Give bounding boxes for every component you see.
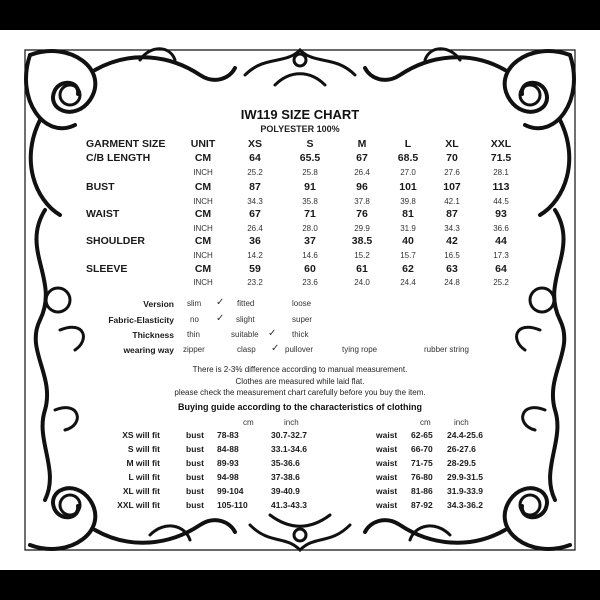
guide-bust-inch: 39-40.9: [271, 486, 300, 496]
value-cm: 91: [304, 181, 316, 193]
value-cm: 76: [356, 208, 368, 220]
value-inch: 28.0: [302, 224, 318, 233]
value-inch: 25.2: [493, 278, 509, 287]
header-unit: UNIT: [190, 138, 216, 150]
unit-cm: CM: [194, 235, 212, 247]
characteristic-option: suitable: [231, 330, 259, 339]
chart-title: IW119 SIZE CHART: [240, 107, 360, 122]
guide-bust-inch: 37-38.6: [271, 472, 300, 482]
value-inch: 36.6: [493, 224, 509, 233]
value-cm: 60: [304, 263, 316, 275]
header-size: XXL: [490, 138, 512, 150]
value-cm: 42: [446, 235, 458, 247]
value-cm: 107: [443, 181, 461, 193]
guide-waist-cm: 71-75: [411, 458, 433, 468]
guide-waist-label: waist: [376, 472, 398, 482]
value-cm: 67: [356, 152, 368, 164]
note-measurement-difference: There is 2-3% difference according to manual measurement.: [192, 365, 408, 374]
flourish-bottom-right: [365, 488, 570, 549]
row-label: SHOULDER: [86, 235, 145, 247]
value-cm: 101: [399, 181, 417, 193]
guide-waist-cm: 66-70: [411, 444, 433, 454]
characteristic-label: wearing way: [123, 345, 174, 355]
row-label: C/B LENGTH: [86, 152, 151, 164]
value-inch: 15.2: [354, 251, 370, 260]
unit-cm: CM: [194, 208, 212, 220]
note-check-chart: please check the measurement chart carefully before you buy the item.: [174, 388, 426, 397]
unit-inch: INCH: [193, 197, 213, 206]
header-size: L: [404, 138, 412, 150]
characteristic-option: zipper: [183, 345, 205, 354]
check-icon: ✓: [216, 313, 225, 324]
guide-waist-inch: 31.9-33.9: [447, 486, 483, 496]
value-inch: 44.5: [493, 197, 509, 206]
guide-bust-label: bust: [186, 472, 204, 482]
guide-bust-inch: 33.1-34.6: [271, 444, 307, 454]
characteristic-option: loose: [292, 299, 312, 308]
guide-waist-inch: 29.9-31.5: [447, 472, 483, 482]
value-inch: 29.9: [354, 224, 370, 233]
value-cm: 38.5: [351, 235, 373, 247]
guide-bust-label: bust: [186, 500, 204, 510]
value-cm: 40: [402, 235, 414, 247]
guide-bust-cm: 105-110: [217, 500, 248, 510]
unit-cm: CM: [194, 181, 212, 193]
value-inch: 39.8: [400, 197, 416, 206]
characteristic-option: super: [292, 315, 313, 324]
characteristic-option: thick: [292, 330, 309, 339]
flourish-top-center: [245, 50, 355, 85]
guide-waist-cm: 81-86: [411, 486, 433, 496]
value-inch: 26.4: [247, 224, 263, 233]
row-label: BUST: [86, 181, 115, 193]
value-inch: 28.1: [493, 168, 509, 177]
guide-bust-cm: 99-104: [217, 486, 244, 496]
value-cm: 44: [495, 235, 507, 247]
characteristic-option: pullover: [285, 345, 314, 354]
guide-bust-cm: 89-93: [217, 458, 239, 468]
unit-inch: INCH: [193, 251, 213, 260]
characteristic-option: slight: [236, 315, 255, 324]
characteristic-option: clasp: [237, 345, 256, 354]
guide-waist-cm: 62-65: [411, 430, 433, 440]
value-inch: 31.9: [400, 224, 416, 233]
value-cm: 93: [495, 208, 507, 220]
value-cm: 61: [356, 263, 368, 275]
flourish-bottom-center: [250, 515, 350, 550]
guide-bust-inch: 35-36.6: [271, 458, 300, 468]
guide-size-label: XS will fit: [122, 430, 160, 440]
guide-waist-inch: 34.3-36.2: [447, 500, 483, 510]
value-inch: 24.4: [400, 278, 416, 287]
guide-bust-cm: 78-83: [217, 430, 239, 440]
characteristic-label: Thickness: [132, 330, 174, 340]
guide-header-cm: cm: [243, 418, 254, 427]
guide-waist-cm: 76-80: [411, 472, 433, 482]
value-inch: 35.8: [302, 197, 318, 206]
check-icon: ✓: [268, 328, 277, 339]
value-inch: 17.3: [493, 251, 509, 260]
buying-guide-title: Buying guide according to the characteristics of clothing: [177, 402, 423, 412]
check-icon: ✓: [271, 343, 280, 354]
value-cm: 63: [446, 263, 458, 275]
value-inch: 24.8: [444, 278, 460, 287]
check-icon: ✓: [216, 297, 225, 308]
characteristic-option: rubber string: [424, 345, 469, 354]
guide-bust-inch: 41.3-43.3: [271, 500, 307, 510]
guide-waist-inch: 26-27.6: [447, 444, 476, 454]
value-cm: 67: [249, 208, 261, 220]
value-cm: 87: [446, 208, 458, 220]
header-size: M: [357, 138, 367, 150]
value-cm: 81: [402, 208, 414, 220]
guide-bust-label: bust: [186, 430, 204, 440]
size-chart-page: [0, 30, 600, 570]
value-cm: 64: [495, 263, 507, 275]
value-inch: 23.2: [247, 278, 263, 287]
unit-inch: INCH: [193, 168, 213, 177]
value-inch: 25.2: [247, 168, 263, 177]
value-inch: 25.8: [302, 168, 318, 177]
header-size: S: [306, 138, 314, 150]
guide-size-label: S will fit: [127, 444, 160, 454]
guide-size-label: XL will fit: [122, 486, 160, 496]
value-inch: 27.6: [444, 168, 460, 177]
guide-waist-cm: 87-92: [411, 500, 433, 510]
value-cm: 68.5: [397, 152, 419, 164]
guide-waist-label: waist: [376, 500, 398, 510]
guide-waist-label: waist: [376, 444, 398, 454]
value-cm: 70: [446, 152, 458, 164]
guide-waist-label: waist: [376, 458, 398, 468]
value-inch: 14.2: [247, 251, 263, 260]
value-cm: 71.5: [490, 152, 512, 164]
guide-size-label: L will fit: [128, 472, 160, 482]
header-size: XL: [445, 138, 459, 150]
characteristic-option: slim: [187, 299, 202, 308]
flourish-left: [36, 210, 84, 500]
guide-header-inch: inch: [284, 418, 299, 427]
value-inch: 23.6: [302, 278, 318, 287]
value-cm: 71: [304, 208, 316, 220]
value-inch: 27.0: [400, 168, 416, 177]
unit-inch: INCH: [193, 278, 213, 287]
header-size: XS: [247, 138, 263, 150]
material-label: POLYESTER 100%: [260, 124, 340, 134]
guide-bust-label: bust: [186, 486, 204, 496]
value-cm: 65.5: [299, 152, 321, 164]
guide-waist-label: waist: [376, 486, 398, 496]
guide-size-label: XXL will fit: [117, 500, 160, 510]
header-garment-size: GARMENT SIZE: [86, 138, 166, 150]
unit-cm: CM: [194, 263, 212, 275]
value-cm: 62: [402, 263, 414, 275]
guide-header-inch: inch: [454, 418, 469, 427]
flourish-right: [517, 210, 565, 500]
guide-bust-label: bust: [186, 458, 204, 468]
value-cm: 113: [492, 181, 510, 193]
note-laid-flat: Clothes are measured while laid flat.: [235, 377, 365, 386]
value-inch: 34.3: [444, 224, 460, 233]
guide-bust-cm: 84-88: [217, 444, 239, 454]
guide-bust-label: bust: [186, 444, 204, 454]
row-label: WAIST: [86, 208, 120, 220]
value-cm: 59: [249, 263, 261, 275]
guide-waist-inch: 28-29.5: [447, 458, 476, 468]
guide-bust-inch: 30.7-32.7: [271, 430, 307, 440]
value-cm: 36: [249, 235, 261, 247]
value-inch: 26.4: [354, 168, 370, 177]
guide-size-label: M will fit: [126, 458, 160, 468]
characteristic-label: Version: [143, 299, 174, 309]
value-inch: 42.1: [444, 197, 460, 206]
value-inch: 37.8: [354, 197, 370, 206]
guide-waist-inch: 24.4-25.6: [447, 430, 483, 440]
characteristic-option: tying rope: [342, 345, 378, 354]
value-inch: 34.3: [247, 197, 263, 206]
characteristic-option: no: [190, 315, 199, 324]
guide-bust-cm: 94-98: [217, 472, 239, 482]
value-cm: 64: [249, 152, 261, 164]
characteristic-label: Fabric-Elasticity: [108, 315, 174, 325]
value-cm: 37: [304, 235, 316, 247]
characteristic-option: fitted: [237, 299, 255, 308]
characteristic-option: thin: [187, 330, 200, 339]
guide-header-cm: cm: [420, 418, 431, 427]
unit-inch: INCH: [193, 224, 213, 233]
guide-waist-label: waist: [376, 430, 398, 440]
row-label: SLEEVE: [86, 263, 128, 275]
value-inch: 14.6: [302, 251, 318, 260]
value-cm: 87: [249, 181, 261, 193]
unit-cm: CM: [194, 152, 212, 164]
value-inch: 24.0: [354, 278, 370, 287]
value-inch: 16.5: [444, 251, 460, 260]
value-inch: 15.7: [400, 251, 416, 260]
flourish-bottom-left: [30, 488, 235, 549]
value-cm: 96: [356, 181, 368, 193]
